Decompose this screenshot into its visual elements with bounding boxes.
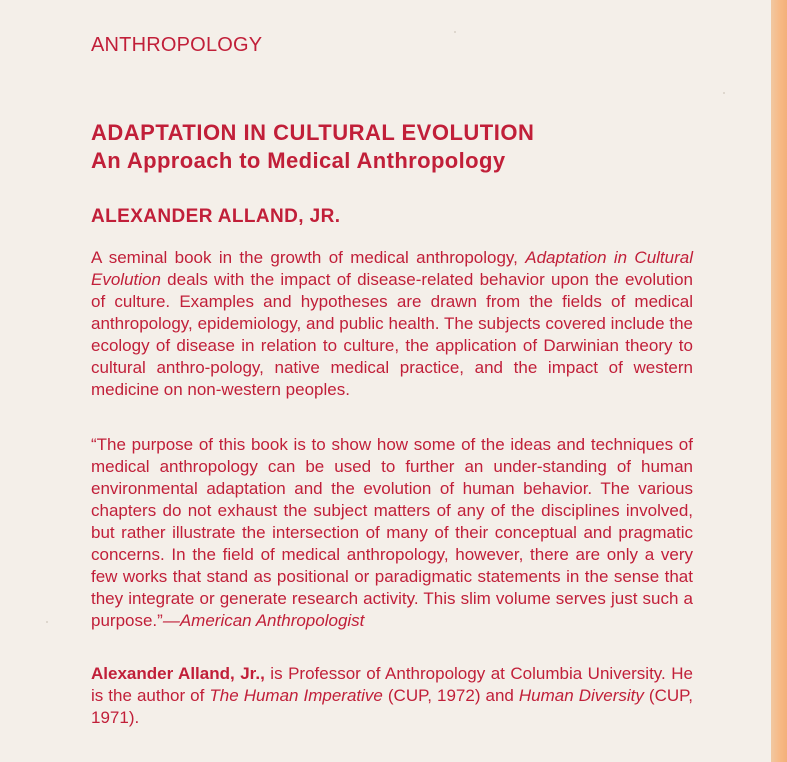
review-source: —American Anthropologist	[162, 611, 365, 630]
author-name: ALEXANDER ALLAND, JR.	[91, 206, 341, 227]
review-quote: “The purpose of this book is to show how some of the ideas and techniques of medical anthropology can be used to further an under-standing of human environmental adaptation and the evolution of human behavior. The various chapters do not exhaust the subject matters of any of the disciplines involved, but rather illustrate the intersection of many of their conceptual and pragmatic concerns. In the field of medical anthropology, however, there are only a very few works that stand as positional or paradigmatic statements in the sense that they integrate or generate research activity. This slim volume serves just such a purpose.”	[91, 435, 693, 630]
bio-book-2: Human Diversity	[518, 686, 644, 705]
bio-text-2: (CUP, 1972) and	[382, 686, 519, 705]
bio-text-1: is Professor of Anthropology at Columbia University. He is the author of	[91, 664, 693, 705]
paper-speck	[723, 92, 725, 94]
bio-book-1: The Human Imperative	[209, 686, 383, 705]
series-label: ANTHROPOLOGY	[91, 34, 263, 56]
description-paragraph	[91, 247, 693, 401]
book-subtitle: An Approach to Medical Anthropology	[91, 148, 506, 173]
cover-edge-strip	[771, 0, 787, 762]
paper-speck	[46, 621, 48, 623]
author-bio-paragraph	[91, 663, 693, 729]
description-book-title: Adaptation in Cultural Evolution	[91, 248, 693, 289]
review-quote-paragraph	[91, 434, 693, 632]
description-body: deals with the impact of disease-related behavior upon the evolution of culture. Examples and hypotheses are drawn from the fields of medical anthropology, epidemiology, and public health. The subjects covered include the ecology of disease in relation to culture, the application of Darwinian theory to cultural anthro-pology, native medical practice, and the impact of western medicine on non-western peoples.	[91, 270, 693, 399]
book-title: ADAPTATION IN CULTURAL EVOLUTION	[91, 120, 535, 145]
paper-speck	[454, 31, 456, 33]
bio-author-name: Alexander Alland, Jr.,	[91, 664, 265, 683]
description-intro: A seminal book in the growth of medical anthropology,	[91, 248, 526, 267]
bio-text-3: (CUP, 1971).	[91, 686, 693, 727]
